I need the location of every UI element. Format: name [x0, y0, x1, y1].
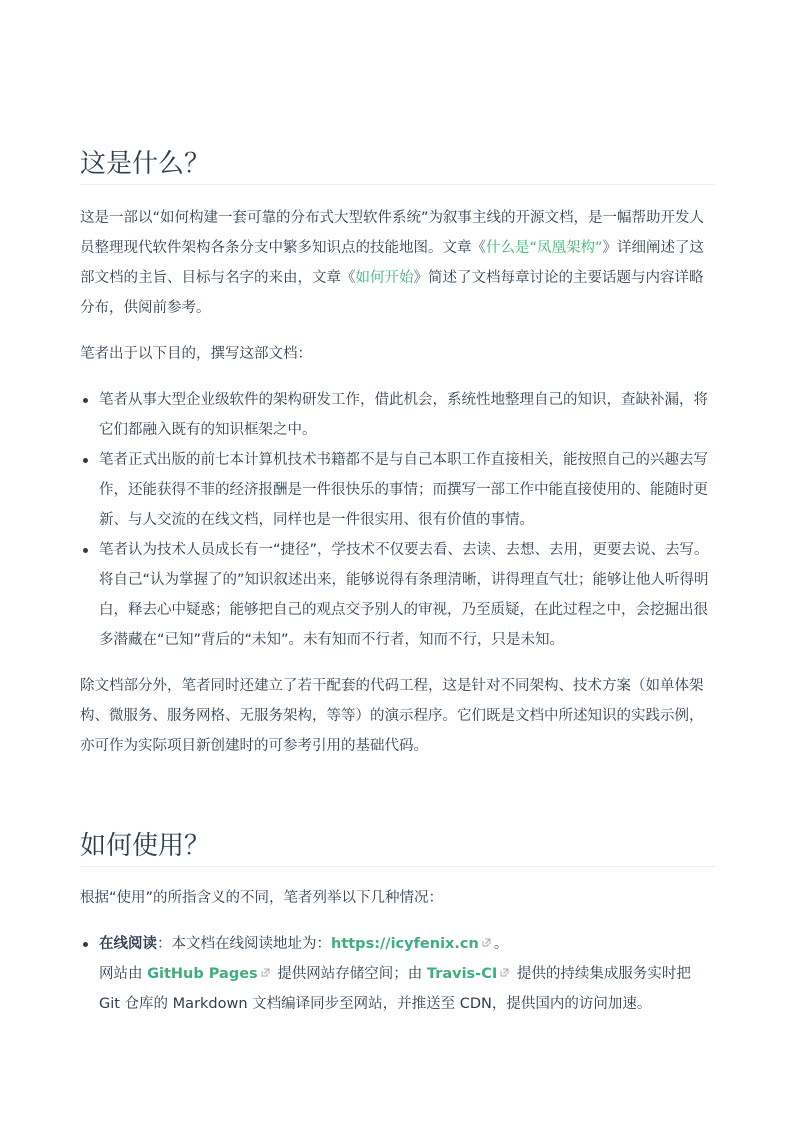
purpose-paragraph: 笔者出于以下目的，撰写这部文档： — [80, 346, 312, 362]
intro-text-3: 》简述了文档每章讨论的主要话题与内容详略分布，供阅前参考。 — [80, 270, 704, 316]
list-item-text: 笔者认为技术人员成长有一“捷径”，学技术不仅要去看、去读、去想、去用，更要去说、去写。将自己“认为掌握了的”知识叙述出来，能够说得有条理清晰，讲得理直气壮；能够让他人听得明白，释去心中疑惑；能够把自己的观点交予别人的审视，乃至质疑，在此过程之中，会挖掘出很多潜藏在“已知”背后的“未知”。未有知而不行者，知而不行，只是未知。 — [99, 542, 709, 648]
bullet-icon — [83, 942, 88, 947]
list-item-online-reading — [99, 929, 715, 1019]
list-item — [99, 445, 715, 535]
online-reading-text-2: 。 — [493, 936, 509, 952]
usage-list — [80, 929, 715, 1019]
link-how-to-start[interactable]: 如何开始 — [355, 270, 414, 286]
section-how-to-use — [80, 828, 715, 1019]
intro-text-2: 》详细阐述了这部文档的主旨、目标与名字的来由，文章《 — [80, 240, 705, 286]
usage-intro-paragraph: 根据“使用”的所指含义的不同，笔者列举以下几种情况： — [80, 890, 444, 906]
purpose-list — [80, 385, 715, 655]
external-link-icon — [499, 967, 510, 978]
online-reading-label: 在线阅读 — [99, 936, 157, 952]
online-reading-text-3: 网站由 — [99, 966, 148, 982]
list-item — [99, 535, 715, 655]
bullet-icon — [83, 548, 88, 553]
external-link-icon — [260, 967, 271, 978]
online-reading-text-5: 提供的持续集成服务实时把 Git 仓库的 Markdown 文档编译同步至网站，并推送至 CDN，提供国内的访问加速。 — [99, 966, 691, 1012]
section-heading-what-is-this: 这是什么？ — [80, 146, 715, 185]
link-travis-ci[interactable]: Travis-CI — [426, 966, 498, 982]
external-link-icon — [481, 937, 492, 948]
section-heading-how-to-use: 如何使用？ — [80, 828, 715, 867]
intro-text-1: 这是一部以“如何构建一套可靠的分布式大型软件系统”为叙事主线的开源文档，是一幅帮助开发人员整理现代软件架构各条分支中繁多知识点的技能地图。文章《 — [80, 210, 705, 256]
online-reading-text-4: 提供网站存储空间；由 — [272, 966, 427, 982]
bullet-icon — [83, 458, 88, 463]
link-github-pages[interactable]: GitHub Pages — [147, 966, 258, 982]
link-what-is-phoenix-architecture[interactable]: 什么是“凤凰架构” — [486, 240, 603, 256]
list-item-text: 笔者正式出版的前七本计算机技术书籍都不是与自己本职工作直接相关，能按照自己的兴趣去写作，还能获得不菲的经济报酬是一件很快乐的事情；而撰写一部工作中能直接使用的、能随时更新、与人交流的在线文档，同样也是一件很实用、很有价值的事情。 — [99, 452, 708, 528]
online-reading-text-1: ：本文档在线阅读地址为： — [157, 936, 331, 952]
bullet-icon — [83, 398, 88, 403]
intro-paragraph — [80, 203, 715, 323]
list-item — [99, 385, 715, 445]
code-projects-paragraph: 除文档部分外，笔者同时还建立了若干配套的代码工程，这是针对不同架构、技术方案（如单体架构、微服务、服务网格、无服务架构，等等）的演示程序。它们既是文档中所述知识的实践示例，亦可作为实际项目新创建时的可参考引用的基础代码。 — [80, 678, 704, 754]
section-what-is-this — [80, 146, 715, 761]
link-icyfenix-site[interactable]: https://icyfenix.cn — [331, 936, 479, 952]
list-item-text: 笔者从事大型企业级软件的架构研发工作，借此机会，系统性地整理自己的知识，查缺补漏，将它们都融入既有的知识框架之中。 — [99, 392, 708, 438]
